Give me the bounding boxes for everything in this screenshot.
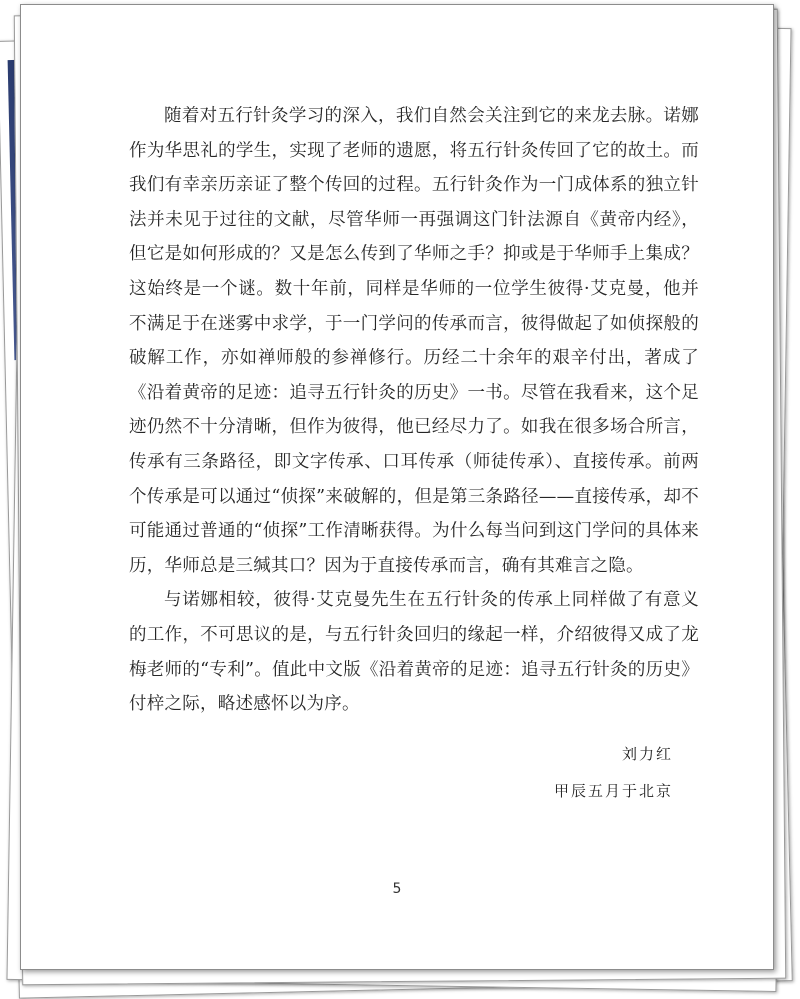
paragraph: 与诺娜相较，彼得·艾克曼先生在五行针灸的传承上同样做了有意义的工作，不可思议的是，与五行针灸回归的缘起一样，介绍彼得又成了龙梅老师的“专利”。值此中文版《沿着黄帝的足迹：追寻五行针灸的历史》付梓之际，略述感怀以为序。	[129, 590, 699, 715]
page-number: 5	[392, 881, 402, 897]
document-page	[20, 4, 774, 970]
paragraph: 随着对五行针灸学习的深入，我们自然会关注到它的来龙去脉。诺娜作为华思礼的学生，实现了老师的遗愿，将五行针灸传回了它的故土。而我们有幸亲历亲证了整个传回的过程。五行针灸作为一门成体系的独立针法并未见于过往的文献，尽管华师一再强调这门针法源自《黄帝内经》，但它是如何形成的？又是怎么传到了华师之手？抑或是于华师手上集成？这始终是一个谜。数十年前，同样是华师的一位学生彼得·艾克曼，他并不满足于在迷雾中求学，于一门学问的传承而言，彼得做起了如侦探般的破解工作，亦如禅师般的参禅修行。历经二十余年的艰辛付出，著成了《沿着黄帝的足迹：追寻五行针灸的历史》一书。尽管在我看来，这个足迹仍然不十分清晰，但作为彼得，他已经尽力了。如我在很多场合所言，传承有三条路径，即文字传承、口耳传承（师徒传承）、直接传承。前两个传承是可以通过“侦探”来破解的，但是第三条路径——直接传承，却不可能通过普通的“侦探”工作清晰获得。为什么每当问到这门学问的具体来历，华师总是三缄其口？因为于直接传承而言，确有其难言之隐。	[129, 106, 699, 576]
signature-name: 刘力红	[621, 745, 673, 763]
body-text	[129, 99, 699, 722]
signature-date: 甲辰五月于北京	[553, 782, 673, 800]
